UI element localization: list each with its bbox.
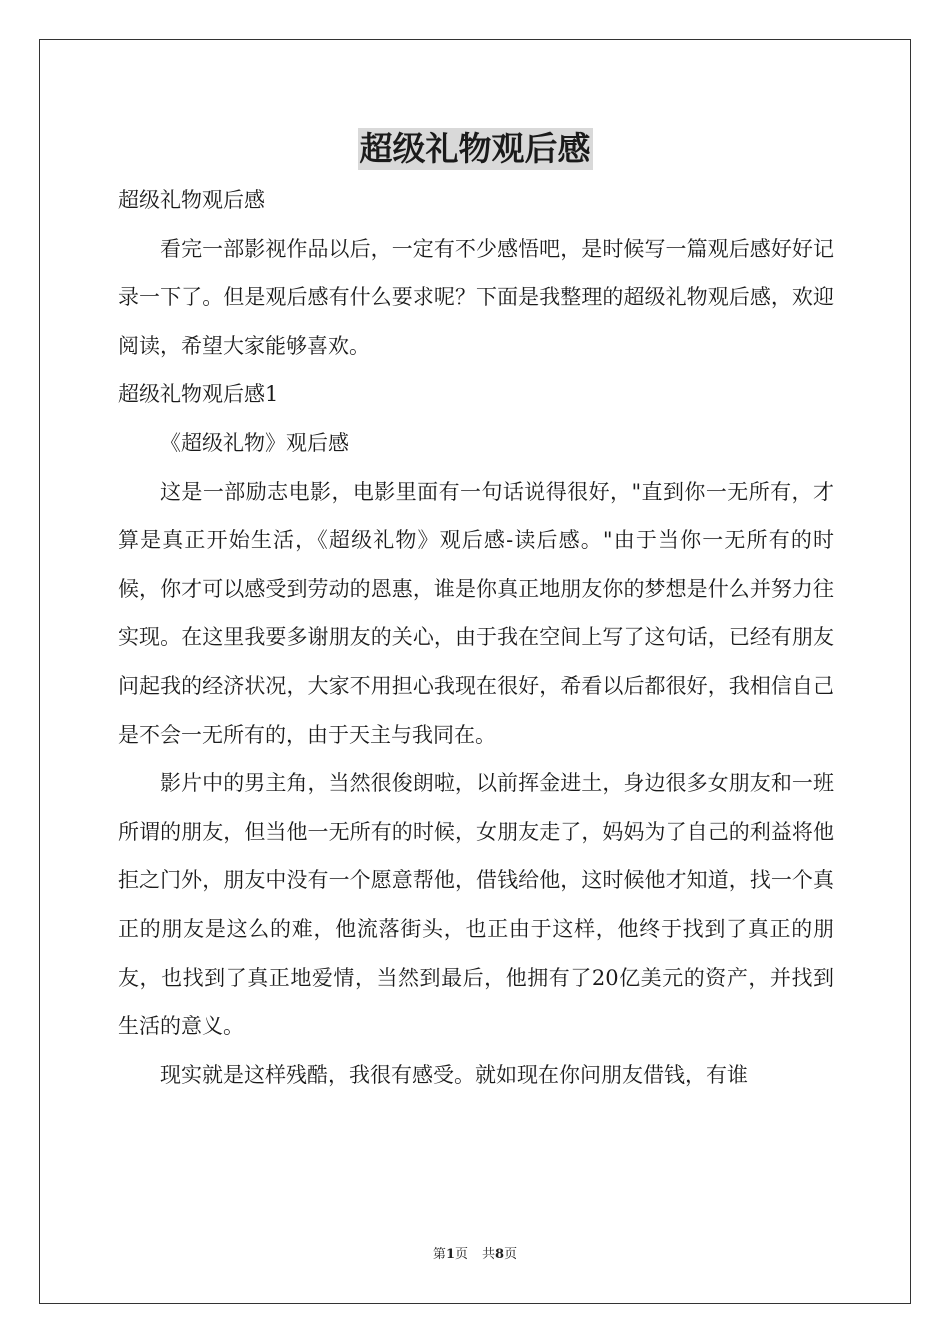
current-page-number: 1 bbox=[445, 1247, 455, 1262]
total-prefix: 共 bbox=[482, 1247, 496, 1262]
body-paragraph-2: 影片中的男主角，当然很俊朗啦，以前挥金进土，身边很多女朋友和一班所谓的朋友，但当他一无所有的时候，女朋友走了，妈妈为了自己的利益将他拒之门外，朋友中没有一个愿意帮他，借钱给他，这时候他才知道，找一个真正的朋友是这么的难，他流落街头，也正由于这样，他终于找到了真正的朋友，也找到了真正地爱情，当然到最后，他拥有了20亿美元的资产，并找到生活的意义。 bbox=[118, 771, 834, 1039]
document-title: 超级礼物观后感 bbox=[359, 129, 591, 168]
document-body bbox=[118, 176, 834, 1099]
title-area bbox=[0, 128, 950, 170]
body-paragraph-1: 这是一部励志电影，电影里面有一句话说得很好，"直到你一无所有，才算是真正开始生活，《超级礼物》观后感-读后感。"由于当你一无所有的时候，你才可以感受到劳动的恩惠，谁是你真正地朋友你的梦想是什么并努力往实现。在这里我要多谢朋友的关心，由于我在空间上写了这句话，已经有朋友问起我的经济状况，大家不用担心我现在很好，希看以后都很好，我相信自己是不会一无所有的，由于天主与我同在。 bbox=[118, 479, 834, 747]
page-footer bbox=[0, 1246, 950, 1264]
body-paragraph-3: 现实就是这样残酷，我很有感受。就如现在你问朋友借钱，有谁 bbox=[160, 1062, 748, 1087]
section-heading: 超级礼物观后感1 bbox=[118, 382, 279, 407]
subtitle: 超级礼物观后感 bbox=[118, 188, 265, 212]
page-unit: 页 bbox=[454, 1247, 468, 1262]
total-unit: 页 bbox=[504, 1247, 518, 1262]
section-title: 《超级礼物》观后感 bbox=[160, 430, 349, 455]
total-page-number: 8 bbox=[495, 1247, 505, 1262]
intro-paragraph: 看完一部影视作品以后，一定有不少感悟吧，是时候写一篇观后感好好记录一下了。但是观后感有什么要求呢？下面是我整理的超级礼物观后感，欢迎阅读，希望大家能够喜欢。 bbox=[118, 236, 834, 358]
page-prefix: 第 bbox=[432, 1247, 446, 1262]
